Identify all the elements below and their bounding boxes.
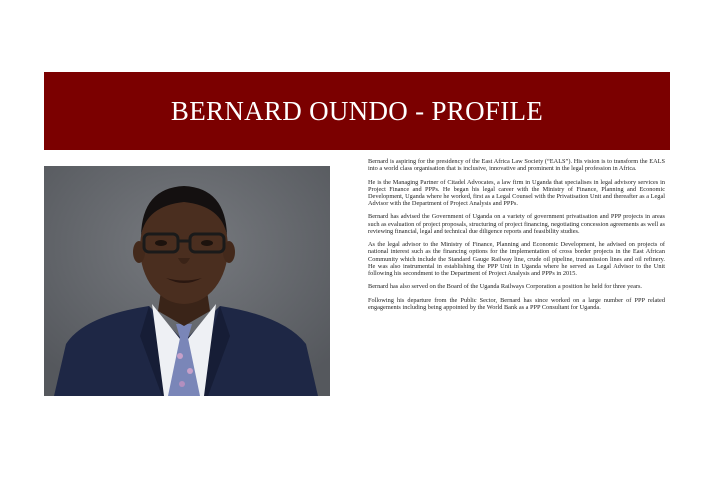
- portrait-illustration: [44, 166, 330, 396]
- bio-paragraph: He is the Managing Partner of Citadel Advocates, a law firm in Uganda that specialises in legal advisory services in Project Finance and PPPs. He began his legal career with the Ministry of Finance, Planning and Economic Development, Uganda where he worked, first as a Legal Counsel with the Privatisation Unit and thereafter as a Legal Advisor with the Department of Project Analysis and PPPs.: [368, 178, 665, 208]
- page-title: BERNARD OUNDO - PROFILE: [170, 95, 544, 126]
- bio-paragraph: As the legal advisor to the Ministry of Finance, Planning and Economic Development, he advised on projects of national interest such as the financing options for the implementation of cross border projects in the East African Community which include the Standard Gauge Railway line, crude oil pipeline, transmission lines and oil refinery. He was also instrumental in establishing the PPP Unit in Uganda where he served as Legal Advisor to the Unit following his secondment to the Department of Project Analysis and PPPs in 2015.: [368, 241, 665, 277]
- bio-paragraph: Bernard has advised the Government of Uganda on a variety of government privatisation and PPP projects in areas such as evaluation of project proposals, structuring of project financing, negotiating concession agreements as well as reviewing financial, legal and technical due diligence reports and feasibility studies.: [368, 213, 665, 235]
- title-banner: [44, 72, 670, 150]
- portrait-photo: [44, 166, 330, 396]
- bio-paragraph: Following his departure from the Public Sector, Bernard has since worked on a large number of PPP related engagements including being appointed by the World Bank as a PPP Consultant for Uganda.: [368, 296, 665, 311]
- profile-biography: [368, 158, 665, 317]
- bio-paragraph: Bernard has also served on the Board of the Uganda Railways Corporation a position he held for three years.: [368, 283, 643, 291]
- bio-paragraph: Bernard is aspiring for the presidency of the East Africa Law Society (“EALS”). His vision is to transform the EALS into a world class organisation that is inclusive, innovative and prominent in the legal profession in Africa.: [368, 158, 665, 173]
